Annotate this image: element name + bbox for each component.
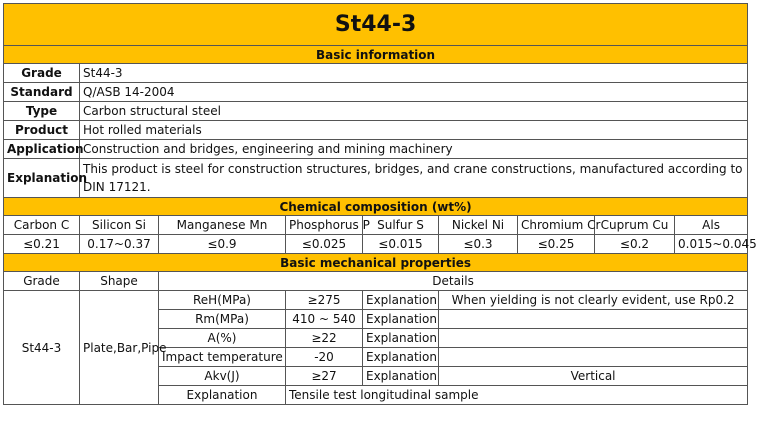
chem-header: Sulfur S bbox=[363, 216, 439, 235]
property-value: 410 ~ 540 bbox=[286, 310, 363, 329]
mech-last-value: Tensile test longitudinal sample bbox=[286, 386, 748, 405]
mech-last-label: Explanation bbox=[159, 386, 286, 405]
property-explanation-label: Explanation bbox=[363, 367, 439, 386]
type-value: Carbon structural steel bbox=[80, 102, 748, 121]
property-explanation bbox=[439, 348, 748, 367]
property-label: Rm(MPa) bbox=[159, 310, 286, 329]
property-explanation-label: Explanation bbox=[363, 310, 439, 329]
page-title: St44-3 bbox=[4, 4, 748, 46]
chem-header: Nickel Ni bbox=[439, 216, 518, 235]
chem-value: 0.17~0.37 bbox=[80, 235, 159, 254]
property-explanation: Vertical bbox=[439, 367, 748, 386]
property-label: Impact temperature bbox=[159, 348, 286, 367]
mechanical-heading: Basic mechanical properties bbox=[4, 254, 748, 272]
chem-header: Silicon Si bbox=[80, 216, 159, 235]
chem-header: Phosphorus P bbox=[286, 216, 363, 235]
type-label: Type bbox=[4, 102, 80, 121]
explanation-value: This product is steel for construction structures, bridges, and crane constructions, manufactured according to DIN 17121. bbox=[80, 159, 748, 198]
chem-header: Carbon C bbox=[4, 216, 80, 235]
grade-label: Grade bbox=[4, 64, 80, 83]
basic-info-heading: Basic information bbox=[4, 46, 748, 64]
grade-value: St44-3 bbox=[80, 64, 748, 83]
property-label: Akv(J) bbox=[159, 367, 286, 386]
property-value: ≥275 bbox=[286, 291, 363, 310]
property-explanation bbox=[439, 329, 748, 348]
chemical-heading: Chemical composition (wt%) bbox=[4, 198, 748, 216]
property-value: ≥27 bbox=[286, 367, 363, 386]
chem-value: ≤0.25 bbox=[518, 235, 595, 254]
property-value: ≥22 bbox=[286, 329, 363, 348]
property-explanation-label: Explanation bbox=[363, 348, 439, 367]
property-explanation bbox=[439, 310, 748, 329]
standard-value: Q/ASB 14-2004 bbox=[80, 83, 748, 102]
spec-table bbox=[3, 3, 757, 405]
mech-details-header: Details bbox=[159, 272, 748, 291]
property-value: -20 bbox=[286, 348, 363, 367]
property-label: A(%) bbox=[159, 329, 286, 348]
product-label: Product bbox=[4, 121, 80, 140]
standard-label: Standard bbox=[4, 83, 80, 102]
property-explanation-label: Explanation bbox=[363, 329, 439, 348]
product-value: Hot rolled materials bbox=[80, 121, 748, 140]
explanation-label: Explanation bbox=[4, 159, 80, 198]
chem-header: Als bbox=[675, 216, 748, 235]
mech-grade-header: Grade bbox=[4, 272, 80, 291]
chem-header: Chromium Cr bbox=[518, 216, 595, 235]
chem-header: Cuprum Cu bbox=[595, 216, 675, 235]
mech-shape-value: Plate,Bar,Pipe bbox=[80, 291, 159, 405]
property-label: ReH(MPa) bbox=[159, 291, 286, 310]
mech-shape-header: Shape bbox=[80, 272, 159, 291]
data-sheet bbox=[3, 3, 757, 405]
property-explanation-label: Explanation bbox=[363, 291, 439, 310]
chem-value: ≤0.21 bbox=[4, 235, 80, 254]
chem-value: ≤0.015 bbox=[363, 235, 439, 254]
mech-grade-value: St44-3 bbox=[4, 291, 80, 405]
property-explanation: When yielding is not clearly evident, use Rp0.2 bbox=[439, 291, 748, 310]
chem-value: ≤0.3 bbox=[439, 235, 518, 254]
chem-value: ≤0.9 bbox=[159, 235, 286, 254]
chem-header: Manganese Mn bbox=[159, 216, 286, 235]
chem-value: ≤0.2 bbox=[595, 235, 675, 254]
application-value: Construction and bridges, engineering and mining machinery bbox=[80, 140, 748, 159]
chem-value: 0.015~0.045 bbox=[675, 235, 748, 254]
application-label: Application bbox=[4, 140, 80, 159]
chem-value: ≤0.025 bbox=[286, 235, 363, 254]
